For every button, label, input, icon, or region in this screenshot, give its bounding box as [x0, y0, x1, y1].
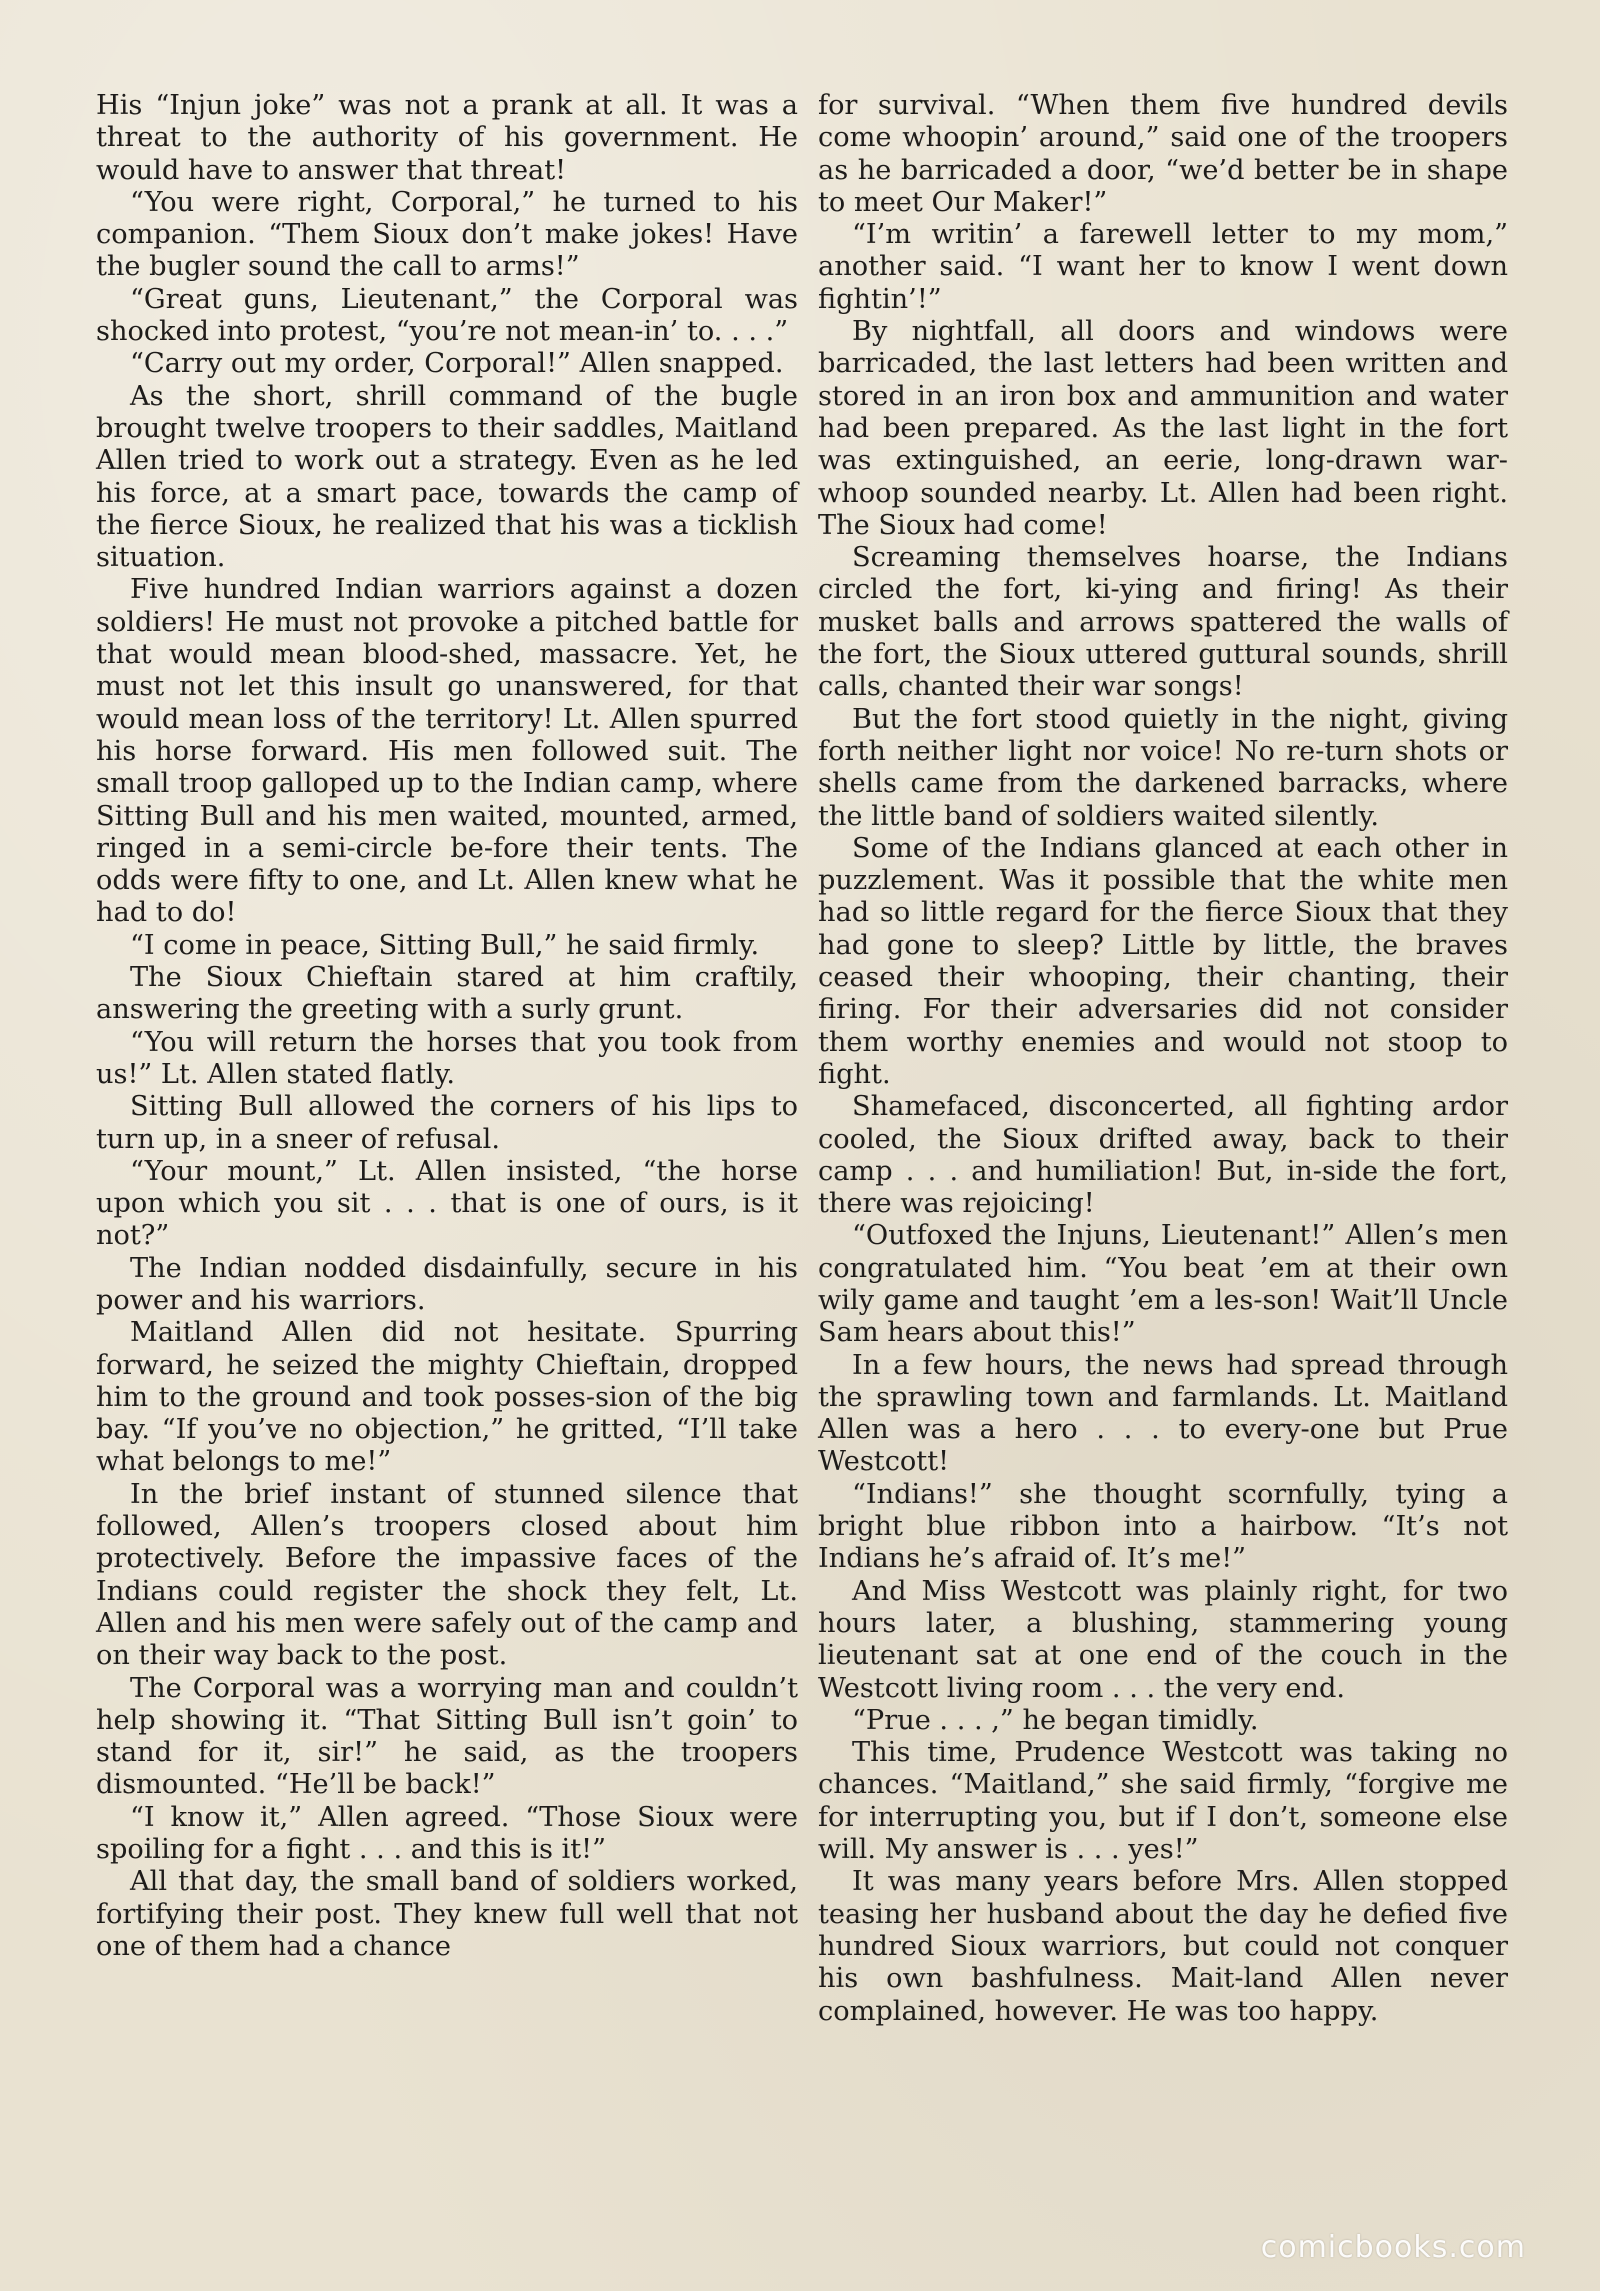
paragraph: “I know it,” Allen agreed. “Those Sioux were spoiling for a fight . . . and this is it!” [96, 1801, 798, 1866]
paragraph: Shamefaced, disconcerted, all fighting ardor cooled, the Sioux drifted away, back to their camp . . . and humiliation! But, in-side the fort, there was rejoicing! [818, 1091, 1508, 1220]
paragraph: Some of the Indians glanced at each other in puzzlement. Was it possible that the white men had so little regard for the fierce Sioux that they had gone to sleep? Little by little, the braves ceased their whooping, their chanting, their firing. For their adversaries did not consider them worthy enemies and would not stoop to fight. [818, 832, 1508, 1090]
paragraph: “Great guns, Lieutenant,” the Corporal was shocked into protest, “you’re not mean-in’ to. . . .” [96, 283, 798, 348]
paragraph: And Miss Westcott was plainly right, for two hours later, a blushing, stammering young lieutenant sat at one end of the couch in the Westcott living room . . . the very end. [818, 1575, 1508, 1704]
paragraph: Maitland Allen did not hesitate. Spurring forward, he seized the mighty Chieftain, dropped him to the ground and took posses-sion of the big bay. “If you’ve no objection,” he gritted, “I’ll take what belongs to me!” [96, 1317, 798, 1478]
paragraph: But the fort stood quietly in the night, giving forth neither light nor voice! No re-turn shots or shells came from the darkened barracks, where the little band of soldiers waited silently. [818, 703, 1508, 832]
paragraph: “Carry out my order, Corporal!” Allen snapped. [130, 348, 784, 380]
paragraph: All that day, the small band of soldiers worked, fortifying their post. They knew full well that not one of them had a chance [96, 1866, 798, 1962]
paragraph: His “Injun joke” was not a prank at all. It was a threat to the authority of his government. He would have to answer that threat! [96, 90, 798, 186]
paragraph: It was many years before Mrs. Allen stopped teasing her husband about the day he defied five hundred Sioux warriors, but could not conquer his own bashfulness. Mait-land Allen never complained, however. He was too happy. [818, 1866, 1508, 2027]
paragraph: for survival. “When them five hundred devils come whoopin’ around,” said one of the troopers as he barricaded a door, “we’d better be in shape to meet Our Maker!” [818, 90, 1508, 218]
right-text-column [818, 90, 1508, 2028]
paragraph: “You were right, Corporal,” he turned to his companion. “Them Sioux don’t make jokes! Have the bugler sound the call to arms!” [96, 186, 798, 283]
paragraph: “Prue . . . ,” he began timidly. [852, 1704, 1259, 1736]
paragraph: The Sioux Chieftain stared at him craftily, answering the greeting with a surly grunt. [96, 962, 798, 1026]
paragraph: “I come in peace, Sitting Bull,” he said firmly. [130, 929, 760, 961]
paragraph: As the short, shrill command of the bugle brought twelve troopers to their saddles, Maitland Allen tried to work out a strategy. Even as he led his force, at a smart pace, towards the camp of the fierce Sioux, he realized that his was a ticklish situation. [96, 380, 798, 574]
paragraph: Five hundred Indian warriors against a dozen soldiers! He must not provoke a pitched battle for that would mean blood-shed, massacre. Yet, he must not let this insult go unanswered, for that would mean loss of the territory! Lt. Allen spurred his horse forward. His men followed suit. The small troop galloped up to the Indian camp, where Sitting Bull and his men waited, mounted, armed, ringed in a semi-circle be-fore their tents. The odds were fifty to one, and Lt. Allen knew what he had to do! [96, 574, 798, 929]
paragraph: In a few hours, the news had spread through the sprawling town and farmlands. Lt. Maitland Allen was a hero . . . to every-one but Prue Westcott! [818, 1349, 1508, 1478]
site-watermark: comicbooks.com [1260, 2230, 1526, 2265]
paragraph: “Your mount,” Lt. Allen insisted, “the horse upon which you sit . . . that is one of ours, is it not?” [96, 1155, 798, 1252]
paragraph: “You will return the horses that you took from us!” Lt. Allen stated flatly. [96, 1026, 798, 1090]
paragraph: “I’m writin’ a farewell letter to my mom,” another said. “I want her to know I went down fightin’!” [818, 219, 1508, 315]
left-text-column [96, 90, 798, 1963]
paragraph: Sitting Bull allowed the corners of his lips to turn up, in a sneer of refusal. [96, 1091, 798, 1155]
paragraph: Screaming themselves hoarse, the Indians circled the fort, ki-ying and firing! As their musket balls and arrows spattered the walls of the fort, the Sioux uttered guttural sounds, shrill calls, chanted their war songs! [818, 542, 1508, 703]
paragraph: The Corporal was a worrying man and couldn’t help showing it. “That Sitting Bull isn’t goin’ to stand for it, sir!” he said, as the troopers dismounted. “He’ll be back!” [96, 1672, 798, 1801]
paragraph: “Outfoxed the Injuns, Lieutenant!” Allen’s men congratulated him. “You beat ’em at their own wily game and taught ’em a les-son! Wait’ll Uncle Sam hears about this!” [818, 1220, 1508, 1349]
paragraph: The Indian nodded disdainfully, secure in his power and his warriors. [96, 1252, 798, 1316]
paragraph: In the brief instant of stunned silence that followed, Allen’s troopers closed about him protectively. Before the impassive faces of the Indians could register the shock they felt, Lt. Allen and his men were safely out of the camp and on their way back to the post. [96, 1478, 798, 1672]
paragraph: By nightfall, all doors and windows were barricaded, the last letters had been written and stored in an iron box and ammunition and water had been prepared. As the last light in the fort was extinguished, an eerie, long-drawn war-whoop sounded nearby. Lt. Allen had been right. The Sioux had come! [818, 316, 1508, 541]
paragraph: This time, Prudence Westcott was taking no chances. “Maitland,” she said firmly, “forgive me for interrupting you, but if I don’t, someone else will. My answer is . . . yes!” [818, 1737, 1508, 1866]
paragraph: “Indians!” she thought scornfully, tying a bright blue ribbon into a hairbow. “It’s not Indians he’s afraid of. It’s me!” [818, 1478, 1508, 1575]
